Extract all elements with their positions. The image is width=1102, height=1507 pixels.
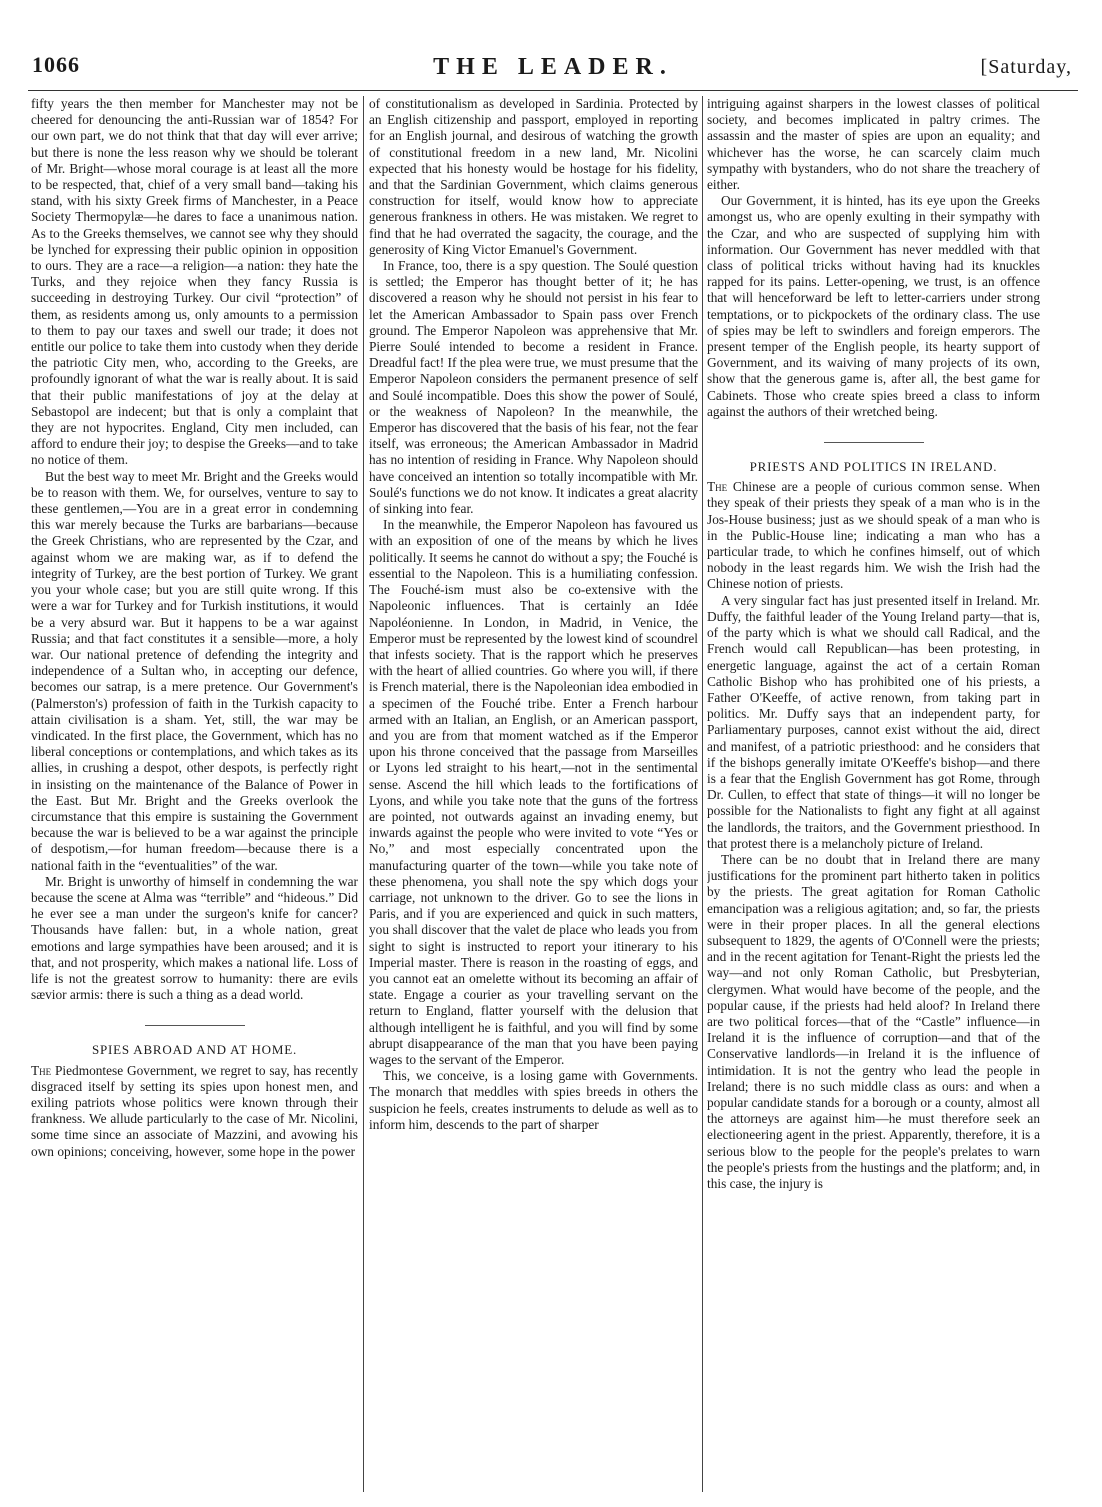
column-3 bbox=[707, 96, 1040, 1492]
header-rule bbox=[28, 90, 1078, 91]
article-paragraph: This, we conceive, is a losing game with Governments. The monarch that meddles with spies breeds in others the suspicion he feels, creates instruments to delude as well as to inform him, descends to the part of sharper bbox=[369, 1068, 698, 1132]
lead-word: The bbox=[707, 479, 728, 495]
lead-word: The bbox=[31, 1062, 52, 1078]
paragraph-text: Chinese are a people of curious common sense. When they speak of their priests they speak of a man who is in the Jos-House business; just as we should speak of a man who is in the Public-House line; indicating a man who has a particular trade, to which he confines himself, out of which nobody in the least regards him. We wish the Irish had the Chinese notion of priests. bbox=[707, 479, 1040, 592]
article-title: PRIESTS AND POLITICS IN IRELAND. bbox=[749, 459, 998, 475]
page-number: 1066 bbox=[32, 52, 80, 77]
article-paragraph: fifty years the then member for Manchester may not be cheered for denouncing the anti-Russian war of 1854? For our own part, we do not think that that day will ever arrive; but there is none the less reason why we should be tolerant of Mr. Bright—whose moral courage is at least all the more to be respected, that, chief of a very small band—taking his stand, with his sixty Greek firms of Manchester, in a Peace Society Thermopylæ—he dares to face a unanimous nation. As to the Greeks themselves, we cannot see why they should be lynched for expressing their public opinion in opposition to ours. They are a race—a religion—a nation: they hate the Turks, and they rejoice when they fancy Russia is succeeding in destroying Turkey. Our civil “protection” of them, as residents among us, only amounts to a permission to them to pay our taxes and swell our trade; it does not entitle our police to take them into custody when they deride the patriotic City men, who, according to the Greeks, are profoundly ignorant of what the war is really about. It is said that their public manifestations of joy at the delay at Sebastopol are indecent; but that is only a complaint that they are not hypocrites. England, City men included, can afford to endure their joy; to despise the Greeks—and to take no notice of them. bbox=[31, 96, 358, 468]
article-paragraph: of constitutionalism as developed in Sardinia. Protected by an English citizenship and passport, employed in reporting for an English journal, and desirous of watching the growth of constitutional freedom in a new land, Mr. Nicolini expected that his honesty would be hostage for his fidelity, and that the Sardinian Government, which claims generous construction for itself, would know how to appreciate generous frankness in others. He was mistaken. We regret to find that he had overrated the sagacity, the courage, and the generosity of King Victor Emanuel's Government. bbox=[369, 96, 698, 257]
page-header bbox=[28, 52, 1078, 92]
column-divider bbox=[702, 96, 703, 1492]
article-paragraph: In France, too, there is a spy question. The Soulé question is settled; the Emperor has thought better of it; he has discovered a reason why he should not persist in his fear to let the American Ambassador to Spain pass over French ground. The Emperor Napoleon was apprehensive that Mr. Pierre Soulé intended to become a resident in France. Dreadful fact! If the plea were true, we must presume that the Emperor Napoleon considers the permanent presence of self and Soulé incompatible. Does this show the power of Soulé, or the weakness of Napoleon? In the meanwhile, the Emperor has discovered that the basis of his fear, not the fear itself, was erroneous; the American Ambassador in Madrid has no intention of residing in France. Why Napoleon should have conceived an intention so totally incompatible with Mr. Soulé's functions we do not know. It indicates a great alacrity of sinking into fear. bbox=[369, 258, 698, 517]
article-paragraph: There can be no doubt that in Ireland there are many justifications for the prominent part hitherto taken in politics by the priests. The great agitation for Roman Catholic emancipation was a religious agitation; and, so far, the priests were in their proper places. In all the general elections subsequent to 1829, the agents of O'Connell were the priests; and in the recent agitation for Tenant-Right the priests led the way—and not only Roman Catholic, but Presbyterian, clergymen. What would have become of the people, and the popular cause, if the priests had held aloof? In Ireland there are two political forces—that of the “Castle” influence—in Ireland it is the influence of corruption—and that of the Conservative landlords—in Ireland it is the influence of intimidation. It is not the gentry who lead the people in Ireland; there is no such middle class as ours: and when a popular candidate stands for a borough or a county, almost all the attorneys are against him—he must therefore seek an electioneering agent in the priest. Apparently, therefore, it is a serious blow to the people for the people's prelates to warn the people's priests from the hustings and the platform; and, in this case, the injury is bbox=[707, 851, 1040, 1191]
column-2 bbox=[369, 96, 698, 1492]
issue-day: [Saturday, bbox=[980, 56, 1072, 78]
section-separator bbox=[145, 1025, 245, 1026]
column-divider bbox=[363, 96, 364, 1492]
masthead-title: THE LEADER. bbox=[433, 54, 673, 80]
article-paragraph bbox=[707, 479, 1040, 592]
article-paragraph: intriguing against sharpers in the lowest classes of political society, and becomes implicated in paltry crimes. The assassin and the master of spies are upon an equality; and whichever has the worse, he can scarcely claim much sympathy with bystanders, who do not share the treachery of either. bbox=[707, 96, 1040, 193]
article-paragraph: But the best way to meet Mr. Bright and the Greeks would be to reason with them. We, for ourselves, venture to say to these gentlemen,—You are in a great error in condemning this war merely because the Turks are barbarians—because the Greek Christians, who are represented by the Czar, and against whom we are making war, as if to defend the integrity of Turkey, are the best portion of Turkey. We grant you your whole case; but you are still quite wrong. If this were a war for Turkey and for Turkish institutions, it would be a very absurd war. But it happens to be a war against Russia; and that fact constitutes it a sensible—more, a holy war. Our national pretence of defending the integrity and independence of a Sultan who, in accepting our defence, becomes our satrap, is a mere pretence. Our Government's (Palmerston's) profession of faith in the Turkish capacity to attain civilisation is a sham. Yet, still, the war may be vindicated. In the first place, the Government, which has no liberal conceptions or contemplations, and which takes as its allies, in crushing a despot, other despots, is perfectly right in insisting on the maintenance of the Balance of Power in the East. But Mr. Bright and the Greeks overlook the circumstance that this empire is sustaining the Government because the war is believed to be a war against the principle of despotism,—for human freedom—because there is a national faith in the “eventualities” of the war. bbox=[31, 468, 358, 873]
article-paragraph bbox=[31, 1063, 358, 1160]
article-paragraph: In the meanwhile, the Emperor Napoleon has favoured us with an exposition of one of the means by which he lives politically. It seems he cannot do without a spy; the Fouché is essential to the Napoleon. This is a humiliating confession. The Fouché-ism must also be co-extensive with the Napoleonic influences. That is certainly an Idée Napoléonienne. In London, in Madrid, in Venice, the Emperor must be represented by the lowest kind of scoundrel that infests society. That is the rapport which he preserves with the heart of allied countries. Go where you will, if there is French material, there is the Napoleonian idea embodied in a specimen of the Fouché tribe. Enter a French harbour armed with an Italian, an English, or an American passport, and you are from that moment watched as if the Emperor upon his throne conceived that the passage from Marseilles or Lyons led straight to his heart,—not in the sentimental sense. Ascend the hill which leads to the fortifications of Lyons, and while you take note that the guns of the fortress are pointed, not outwards against an invading enemy, but inwards against the people who were invited to vote “Yes or No,” and most especially concentrated upon the manufacturing quarter of the town—while you take note of these phenomena, you shall note the spy which dogs your carriage, not unknown to the driver. Go to see the lions in Paris, and if you are experienced and quick in such matters, you shall discover that the valet de place who leads you from sight to sight is instructed to report your itinerary to his Imperial master. There is reason in the roasting of eggs, and you cannot eat an omelette without its becoming an affair of state. Engage a courier as your travelling servant on the return to England, flatter yourself with the delusion that although intelligent he is faithful, and you will find by some abrupt disappearance of the man that you have been paying wages to the servant of the Emperor. bbox=[369, 517, 698, 1067]
article-paragraph: Our Government, it is hinted, has its eye upon the Greeks amongst us, who are openly exulting in their sympathy with the Czar, and who are suspected of supplying him with information. Our Government has never meddled with that class of political tricks without having had its knuckles rapped for its pains. Letter-opening, we trust, is an offence that will henceforward be left to letter-carriers under strong temptations, or to pickpockets of the ordinary class. The use of spies may be left to swindlers and foreign emperors. The present temper of the English people, its hearty support of Government, and its waiving of many projects of its own, show that the generous game is, after all, the best game for Cabinets. Those who create spies breed a class to inform against the authors of their wretched being. bbox=[707, 193, 1040, 419]
column-1 bbox=[31, 96, 358, 1492]
paragraph-text: Piedmontese Government, we regret to say, has recently disgraced itself by setting its spies upon honest men, and exiling patriots whose politics were known through their frankness. We allude particularly to the case of Mr. Nicolini, some time since an associate of Mazzini, and avowing his own opinions; conceiving, however, some hope in the power bbox=[31, 1062, 358, 1159]
article-paragraph: Mr. Bright is unworthy of himself in condemning the war because the scene at Alma was “terrible” and “hideous.” Did he ever see a man under the surgeon's knife for cancer? Thousands have fallen: but, in a whole nation, great emotions and large sympathies have been aroused; and it is that, and not prosperity, which makes a national life. Loss of life is not the greatest sorrow to humanity: there are evils sævior armis: there is such a thing as a dead world. bbox=[31, 873, 358, 1003]
section-separator bbox=[824, 442, 924, 443]
article-paragraph: A very singular fact has just presented itself in Ireland. Mr. Duffy, the faithful leader of the Young Ireland party—that is, of the party which is what we should call Radical, and the French would call Republican—has been protesting, in energetic language, against the act of a certain Roman Catholic Bishop who has prohibited one of his priests, a Father O'Keeffe, of active renown, from taking part in politics. Mr. Duffy says that an independent party, for Parliamentary purposes, cannot exist without the aid, direct and manifest, of a patriotic priesthood: and he considers that if the bishops generally imitate O'Keeffe's bishop—and there is a fear that the English Government has got Rome, through Dr. Cullen, to effect that state of things—it will no longer be possible for the Nationalists to fight any fight at all against the landlords, the traitors, and the Government priesthood. In that protest there is a melancholy picture of Ireland. bbox=[707, 592, 1040, 851]
article-title: SPIES ABROAD AND AT HOME. bbox=[91, 1042, 298, 1058]
